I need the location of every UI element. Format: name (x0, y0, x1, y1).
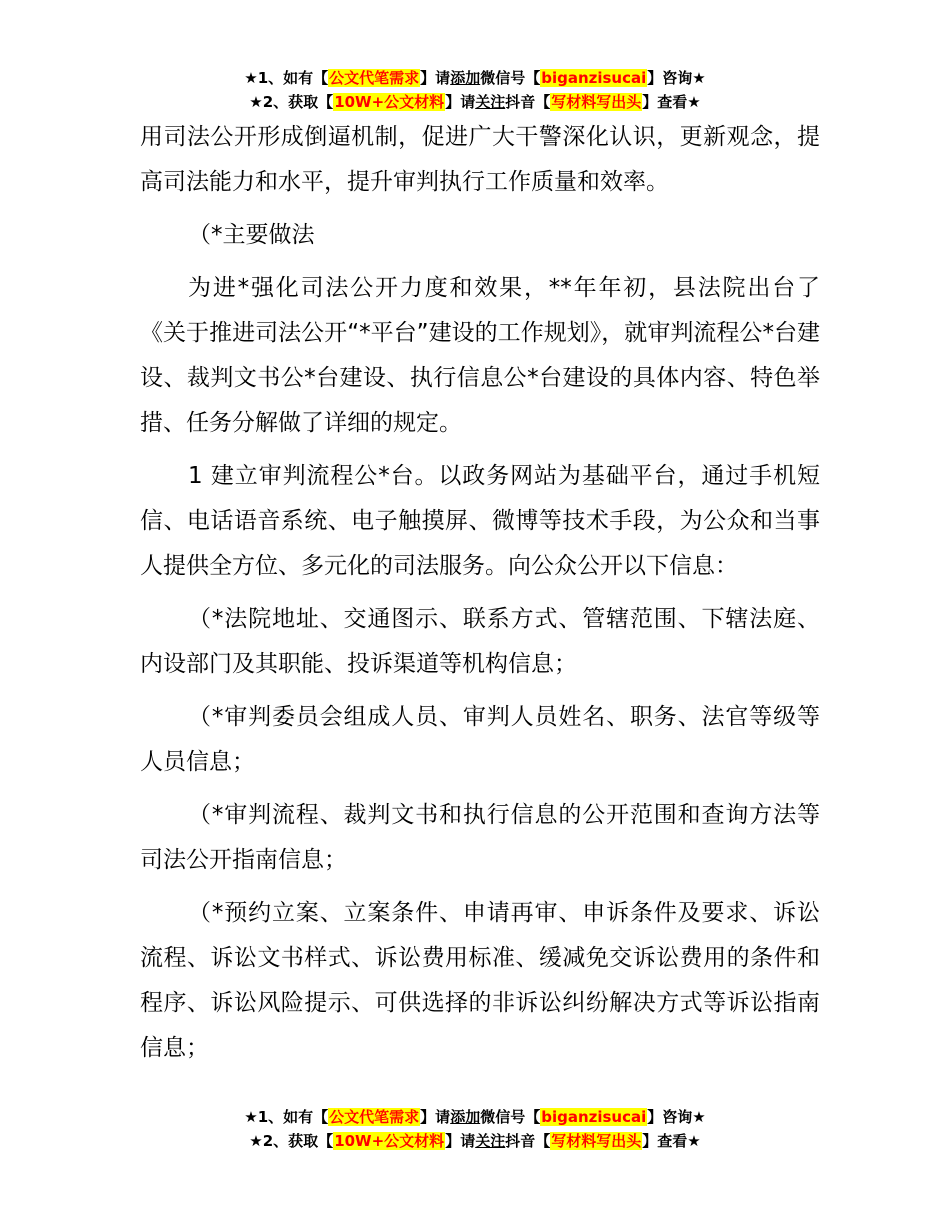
banner-text: 微信号【 (480, 69, 541, 87)
banner-text: 】请 (445, 1132, 476, 1150)
header-banner (0, 66, 950, 114)
section-heading: （*主要做法 (188, 222, 315, 248)
banner-text: ★2、获取【 (249, 93, 334, 111)
banner-text: 】查看★ (642, 1132, 701, 1150)
banner-highlight: 写材料写出头 (551, 93, 642, 111)
banner-line-2 (0, 90, 950, 114)
banner-highlight: 公文代笔需求 (329, 1108, 420, 1126)
banner-highlight: 10W+公文材料 (334, 93, 445, 111)
banner-text: 】请 (445, 93, 476, 111)
document-body (140, 115, 820, 1079)
banner-highlight: 写材料写出头 (551, 1132, 642, 1150)
banner-highlight: biganzisucai (541, 69, 647, 87)
banner-line-1 (0, 66, 950, 90)
list-item: （*法院地址、交通图示、联系方式、管辖范围、下辖法庭、内设部门及其职能、投诉渠道等机构信息； (140, 606, 820, 677)
banner-underlined-text: 添加 (450, 69, 481, 87)
banner-underlined-text: 添加 (450, 1108, 481, 1126)
banner-highlight: 公文代笔需求 (329, 69, 420, 87)
banner-text: ★1、如有【 (244, 1108, 329, 1126)
banner-text: 抖音【 (505, 93, 551, 111)
paragraph: 用司法公开形成倒逼机制，促进广大干警深化认识，更新观念，提高司法能力和水平，提升审判执行工作质量和效率。 (140, 124, 820, 195)
banner-highlight: 10W+公文材料 (334, 1132, 445, 1150)
paragraph: 为进*强化司法公开力度和效果，**年年初，县法院出台了《关于推进司法公开“*平台”建设的工作规划》，就审判流程公*台建设、裁判文书公*台建设、执行信息公*台建设的具体内容、特色举措、任务分解做了详细的规定。 (140, 275, 820, 436)
banner-line-1 (0, 1105, 950, 1129)
banner-highlight: biganzisucai (541, 1108, 647, 1126)
banner-text: 抖音【 (505, 1132, 551, 1150)
banner-text: 】咨询★ (647, 1108, 706, 1126)
list-item: （*审判流程、裁判文书和执行信息的公开范围和查询方法等司法公开指南信息； (140, 802, 820, 873)
banner-line-2 (0, 1129, 950, 1153)
banner-text: 】查看★ (642, 93, 701, 111)
banner-text: 】请 (420, 1108, 451, 1126)
list-item: （*预约立案、立案条件、申请再审、申诉条件及要求、诉讼流程、诉讼文书样式、诉讼费用标准、缓减免交诉讼费用的条件和程序、诉讼风险提示、可供选择的非诉讼纠纷解决方式等诉讼指南信息； (140, 900, 820, 1061)
banner-text: ★2、获取【 (249, 1132, 334, 1150)
banner-underlined-text: 关注 (475, 93, 506, 111)
banner-text: 】请 (420, 69, 451, 87)
paragraph: 1 建立审判流程公*台。以政务网站为基础平台，通过手机短信、电话语音系统、电子触摸屏、微博等技术手段，为公众和当事人提供全方位、多元化的司法服务。向公众公开以下信息： (140, 463, 820, 579)
list-item: （*审判委员会组成人员、审判人员姓名、职务、法官等级等人员信息； (140, 704, 820, 775)
banner-text: ★1、如有【 (244, 69, 329, 87)
banner-text: 】咨询★ (647, 69, 706, 87)
banner-underlined-text: 关注 (475, 1132, 506, 1150)
footer-banner (0, 1105, 950, 1153)
banner-text: 微信号【 (480, 1108, 541, 1126)
